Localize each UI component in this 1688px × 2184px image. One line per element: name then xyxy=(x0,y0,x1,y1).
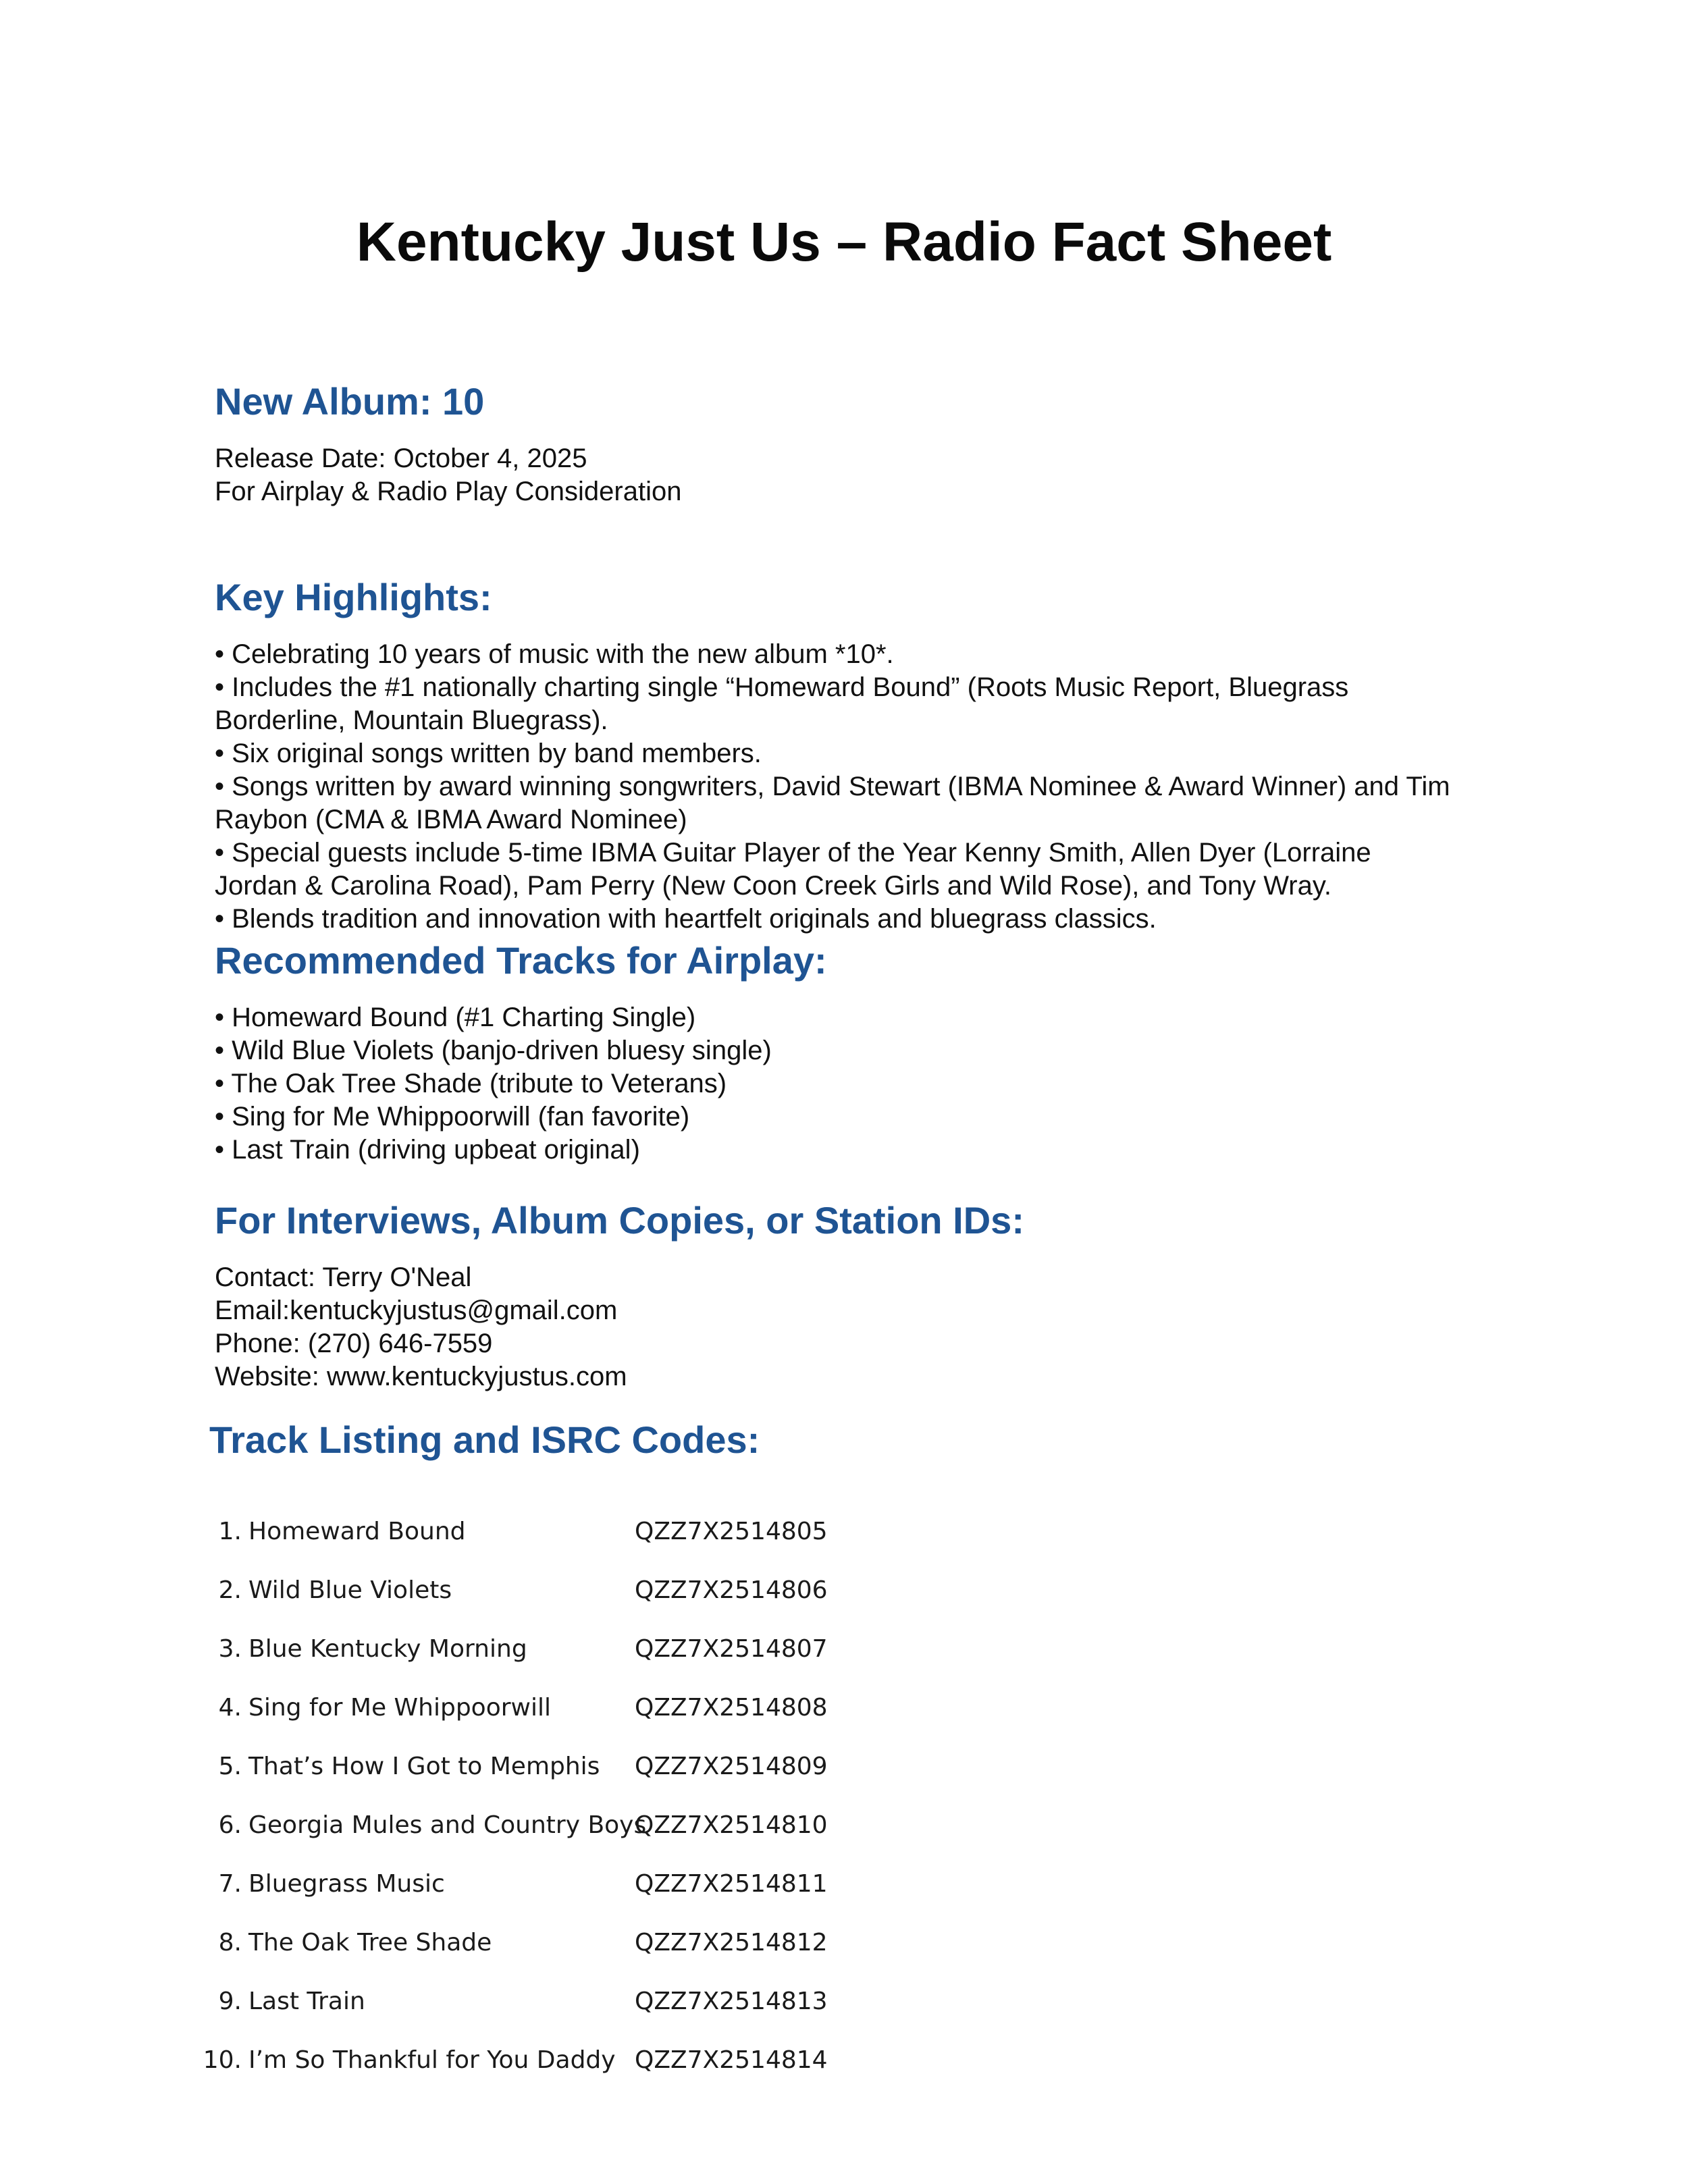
contact-email[interactable]: Email:kentuckyjustus@gmail.com xyxy=(215,1296,618,1325)
track-title: Bluegrass Music xyxy=(248,1870,445,1898)
track-title: Sing for Me Whippoorwill xyxy=(248,1694,551,1722)
highlight-item: • Blends tradition and innovation with heartfelt originals and bluegrass classics. xyxy=(215,904,1157,934)
recommended-item: • Sing for Me Whippoorwill (fan favorite) xyxy=(215,1102,690,1131)
track-isrc: QZZ7X2514808 xyxy=(635,1694,828,1722)
contact-info xyxy=(215,1261,1498,1393)
track-title: That’s How I Got to Memphis xyxy=(248,1753,600,1780)
track-title: Georgia Mules and Country Boys xyxy=(248,1811,647,1839)
album-heading: New Album: 10 xyxy=(215,380,485,423)
contact-website[interactable]: Website: www.kentuckyjustus.com xyxy=(215,1362,627,1391)
track-number: 3. xyxy=(218,1635,242,1663)
tracklist-heading: Track Listing and ISRC Codes: xyxy=(209,1418,760,1461)
track-number: 2. xyxy=(218,1576,242,1604)
recommended-heading: Recommended Tracks for Airplay: xyxy=(215,939,827,982)
track-isrc: QZZ7X2514809 xyxy=(635,1753,828,1780)
highlight-item: • Songs written by award winning songwriters, David Stewart (IBMA Nominee & Award Winner) and Tim Raybon (CMA & IBMA Award Nominee) xyxy=(215,772,1450,834)
highlights-list xyxy=(215,638,1450,936)
airplay-note: For Airplay & Radio Play Consideration xyxy=(215,477,682,506)
recommended-item: • Last Train (driving upbeat original) xyxy=(215,1135,640,1165)
highlight-item: • Includes the #1 nationally charting single “Homeward Bound” (Roots Music Report, Bluegrass Borderline, Mountain Bluegrass). xyxy=(215,672,1349,735)
track-isrc: QZZ7X2514812 xyxy=(635,1929,828,1956)
track-title: Homeward Bound xyxy=(248,1518,466,1545)
highlight-item: • Six original songs written by band members. xyxy=(215,739,762,768)
track-number: 8. xyxy=(218,1929,242,1956)
track-isrc: QZZ7X2514810 xyxy=(635,1811,828,1839)
track-isrc: QZZ7X2514806 xyxy=(635,1576,828,1604)
track-number: 9. xyxy=(218,1988,242,2015)
track-number: 6. xyxy=(218,1811,242,1839)
track-number: 4. xyxy=(218,1694,242,1722)
track-isrc: QZZ7X2514813 xyxy=(635,1988,828,2015)
track-isrc: QZZ7X2514814 xyxy=(635,2046,828,2074)
album-info xyxy=(215,442,1498,508)
release-date: Release Date: October 4, 2025 xyxy=(215,444,587,473)
recommended-item: • The Oak Tree Shade (tribute to Veterans) xyxy=(215,1069,727,1098)
contact-name: Contact: Terry O'Neal xyxy=(215,1262,472,1292)
track-title: The Oak Tree Shade xyxy=(248,1929,492,1956)
track-number: 7. xyxy=(218,1870,242,1898)
track-isrc: QZZ7X2514805 xyxy=(635,1518,828,1545)
track-isrc: QZZ7X2514811 xyxy=(635,1870,828,1898)
page-title: Kentucky Just Us – Radio Fact Sheet xyxy=(356,211,1332,273)
contact-phone: Phone: (270) 646-7559 xyxy=(215,1329,493,1358)
track-number: 1. xyxy=(218,1518,242,1545)
track-isrc: QZZ7X2514807 xyxy=(635,1635,828,1663)
recommended-item: • Wild Blue Violets (banjo-driven bluesy single) xyxy=(215,1036,772,1065)
track-number: 5. xyxy=(218,1753,242,1780)
track-title: I’m So Thankful for You Daddy xyxy=(248,2046,616,2074)
contact-heading: For Interviews, Album Copies, or Station IDs: xyxy=(215,1199,1024,1242)
track-title: Last Train xyxy=(248,1988,365,2015)
recommended-item: • Homeward Bound (#1 Charting Single) xyxy=(215,1003,696,1032)
highlight-item: • Celebrating 10 years of music with the new album *10*. xyxy=(215,639,894,669)
recommended-list xyxy=(215,1001,1498,1167)
highlight-item: • Special guests include 5-time IBMA Guitar Player of the Year Kenny Smith, Allen Dyer (Lorraine Jordan & Carolina Road), Pam Perry (New Coon Creek Girls and Wild Rose), and Tony Wray. xyxy=(215,838,1371,901)
track-title: Blue Kentucky Morning xyxy=(248,1635,527,1663)
highlights-heading: Key Highlights: xyxy=(215,576,492,618)
track-title: Wild Blue Violets xyxy=(248,1576,452,1604)
track-number: 10. xyxy=(203,2046,242,2074)
